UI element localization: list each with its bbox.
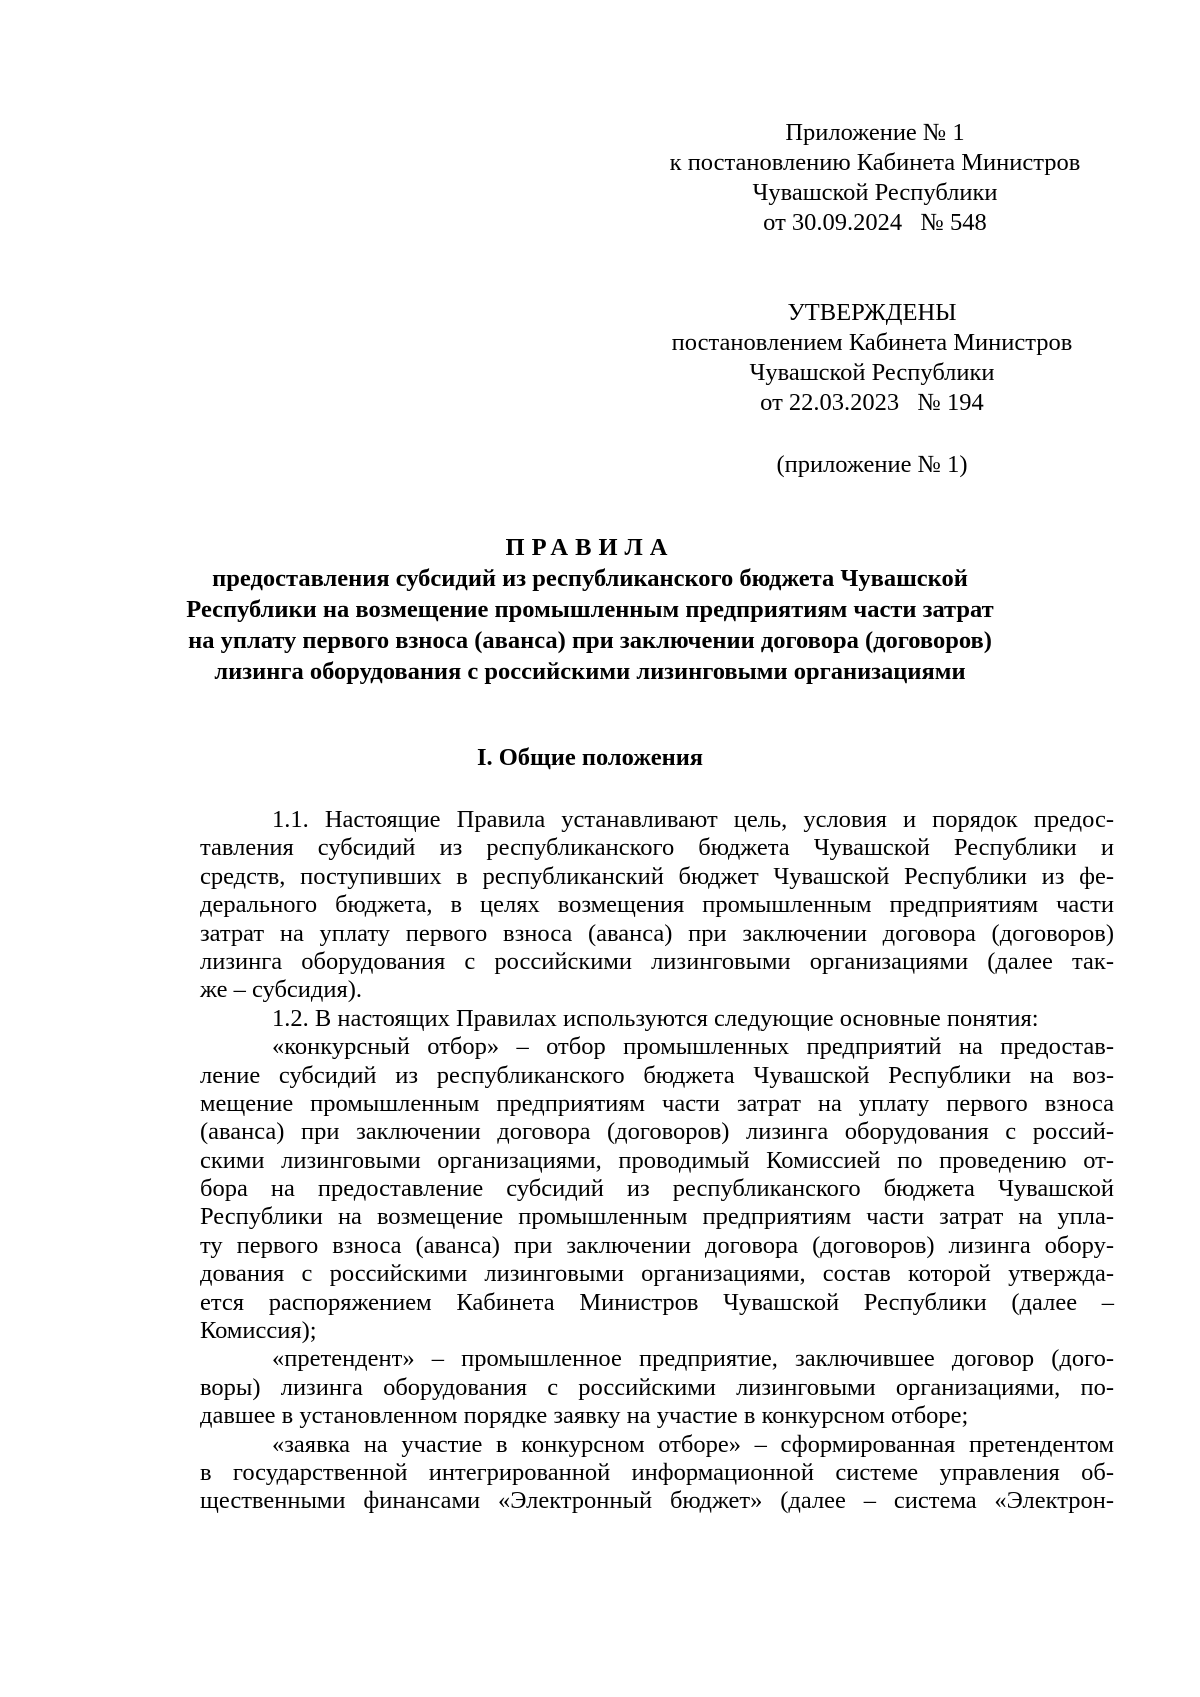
approved-date-number: от 22.03.2023 № 194 [760,389,984,416]
document-title [150,532,1030,687]
section-heading: I. Общие положения [476,744,704,771]
body-text [200,806,1114,1516]
approved-header [592,298,1152,418]
body-line: 1.2. В настоящих Правилах используются следующие основные понятия: [272,1004,1039,1032]
body-line: Комиссия); [200,1317,317,1345]
annex-header [595,118,1155,238]
body-line: давшее в установленном порядке заявку на участие в конкурсном отборе; [200,1402,969,1430]
body-line: затрат на уплату первого взноса (аванса) при заключении договора (договоров) [200,919,1114,947]
title-main: ПРАВИЛА [505,534,675,561]
body-line: «претендент» – промышленное предприятие, заключившее договор (дого- [272,1345,1114,1373]
body-line: (аванса) при заключении договора (договоров) лизинга оборудования с россий- [200,1118,1114,1146]
body-line: ется распоряжением Кабинета Министров Чувашской Республики (далее – [200,1288,1114,1316]
body-line: воры) лизинга оборудования с российскими лизинговыми организациями, по- [200,1373,1114,1401]
body-line: 1.1. Настоящие Правила устанавливают цель, условия и порядок предос- [272,806,1114,833]
approved-republic: Чувашской Республики [749,359,995,386]
body-line: «заявка на участие в конкурсном отборе» – сформированная претендентом [272,1430,1114,1458]
annex-reference [592,450,1152,480]
body-line: средств, поступивших в республиканский бюджет Чувашской Республики из фе- [200,862,1114,890]
body-line: скими лизинговыми организациями, проводимый Комиссией по проведению от- [200,1146,1114,1174]
approved-label: УТВЕРЖДЕНЫ [787,299,957,326]
annex-resolution-ref: к постановлению Кабинета Министров [669,149,1081,176]
body-line: в государственной интегрированной информационной системе управления об- [200,1458,1114,1486]
title-line: лизинга оборудования с российскими лизинговыми организациями [214,658,966,685]
annex-date-number: от 30.09.2024 № 548 [763,209,987,236]
title-line: предоставления субсидий из республиканского бюджета Чувашской [212,565,968,592]
body-line: щественными финансами «Электронный бюджет» (далее – система «Электрон- [200,1487,1114,1515]
annex-republic: Чувашской Республики [752,179,998,206]
body-line: же – субсидия). [200,976,363,1004]
body-line: лизинга оборудования с российскими лизинговыми организациями (далее так- [200,947,1114,975]
body-line: ление субсидий из республиканского бюджета Чувашской Республики на воз- [200,1061,1114,1089]
body-line: дования с российскими лизинговыми организациями, состав которой утвержда- [200,1260,1114,1288]
approved-resolution-ref: постановлением Кабинета Министров [671,329,1073,356]
body-line: Республики на возмещение промышленным предприятиям части затрат на упла- [200,1203,1114,1231]
body-line: бора на предоставление субсидий из республиканского бюджета Чувашской [200,1175,1114,1203]
body-line: тавления субсидий из республиканского бюджета Чувашской Республики и [200,834,1114,862]
body-line: ту первого взноса (аванса) при заключении договора (договоров) лизинга обору- [200,1231,1114,1259]
annex-reference-text: (приложение № 1) [776,451,968,478]
title-line: на уплату первого взноса (аванса) при заключении договора (договоров) [188,627,992,654]
body-line: мещение промышленным предприятиям части затрат на уплату первого взноса [200,1089,1114,1117]
title-line: Республики на возмещение промышленным предприятиям части затрат [186,596,994,623]
body-line: «конкурсный отбор» – отбор промышленных предприятий на предостав- [272,1033,1114,1061]
annex-number: Приложение № 1 [785,119,965,146]
body-line: дерального бюджета, в целях возмещения промышленным предприятиям части [200,891,1114,919]
